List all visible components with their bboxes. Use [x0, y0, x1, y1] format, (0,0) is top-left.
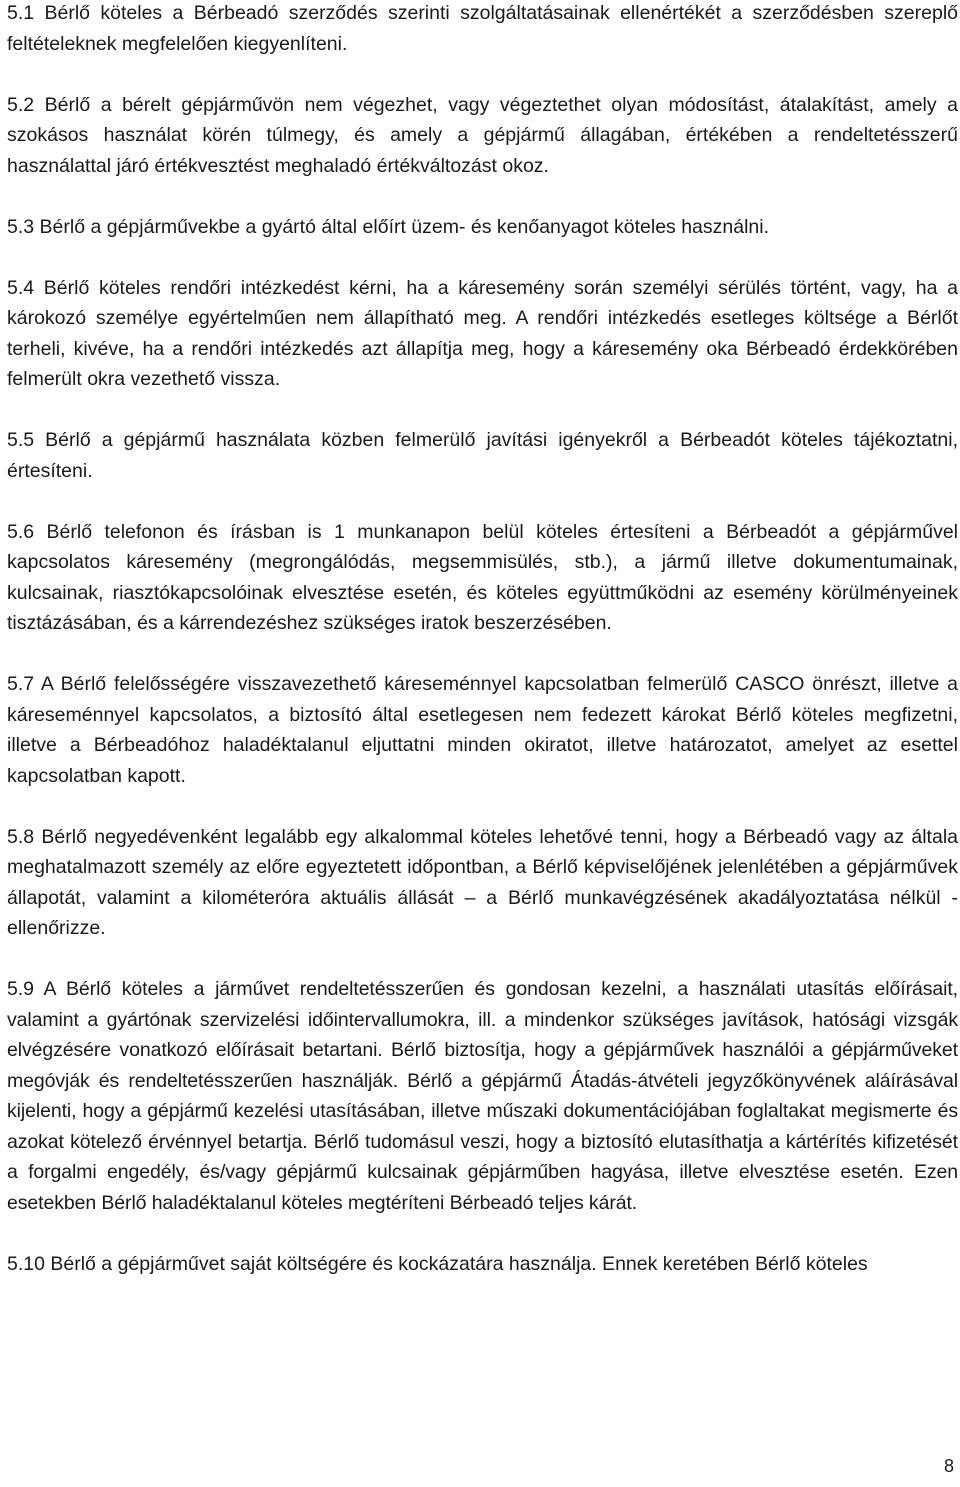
- paragraph-5-3: 5.3 Bérlő a gépjárművekbe a gyártó által előírt üzem- és kenőanyagot köteles használni.: [7, 215, 770, 238]
- paragraph-5-1: 5.1 Bérlő köteles a Bérbeadó szerződés szerinti szolgáltatásainak ellenértékét a szerződésben szereplő feltételeknek megfelelően kiegyenlíteni.: [7, 2, 958, 55]
- paragraph-5-4: 5.4 Bérlő köteles rendőri intézkedést kérni, ha a káresemény során személyi sérülés történt, vagy, ha a károkozó személye egyértelműen nem állapítható meg. A rendőri intézkedés esetleges költsége a Bérlőt terheli, kivéve, ha a rendőri intézkedés azt állapítja meg, hogy a káresemény oka Bérbeadó érdekkörében felmerült okra vezethető vissza.: [7, 276, 958, 390]
- paragraph-5-6: 5.6 Bérlő telefonon és írásban is 1 munkanapon belül köteles értesíteni a Bérbeadót a gépjárművel kapcsolatos káresemény (megrongálódás, megsemmisülés, stb.), a jármű illetve dokumentumainak, kulcsainak, riasztókapcsolóinak elvesztése esetén, és köteles együttműködni az esemény körülményeinek tisztázásában, és a kárrendezéshez szükséges iratok beszerzésében.: [7, 520, 958, 634]
- paragraph-gap: [7, 395, 958, 426]
- paragraph-gap: [7, 639, 958, 670]
- paragraph-5-2: 5.2 Bérlő a bérelt gépjárművön nem végezhet, vagy végeztethet olyan módosítást, átalakítást, amely a szokásos használat körén túlmegy, és amely a gépjármű állagában, értékében a rendeltetésszerű használattal járó értékvesztést meghaladó értékváltozást okoz.: [7, 93, 958, 177]
- page-number: 8: [943, 1456, 954, 1476]
- paragraph-gap: [7, 59, 958, 90]
- paragraph-gap: [7, 486, 958, 517]
- paragraph-5-10: 5.10 Bérlő a gépjárművet saját költségére és kockázatára használja. Ennek keretében Bérlő köteles: [7, 1252, 868, 1275]
- paragraph-gap: [7, 242, 958, 273]
- paragraph-gap: [7, 944, 958, 975]
- paragraph-5-8: 5.8 Bérlő negyedévenként legalább egy alkalommal köteles lehetővé tenni, hogy a Bérbeadó vagy az általa meghatalmazott személy az előre egyeztetett időpontban, a Bérlő képviselőjének jelenlétében a gépjárművek állapotát, valamint a kilométeróra aktuális állását – a Bérlő munkavégzésének akadályoztatása nélkül - ellenőrizze.: [7, 825, 958, 939]
- paragraph-gap: [7, 181, 958, 212]
- paragraph-5-7: 5.7 A Bérlő felelősségére visszavezethető káreseménnyel kapcsolatban felmerülő CASCO önrészt, illetve a káreseménnyel kapcsolatos, a biztosító által esetlegesen nem fedezett károkat Bérlő köteles megfizetni, illetve a Bérbeadóhoz haladéktalanul eljuttatni minden okiratot, illetve határozatot, amelyet az esettel kapcsolatban kapott.: [7, 673, 958, 787]
- document-page: [7, 0, 958, 1279]
- paragraph-gap: [7, 791, 958, 822]
- paragraph-5-9: 5.9 A Bérlő köteles a járművet rendeltetésszerűen és gondosan kezelni, a használati utasítás előírásait, valamint a gyártónak szervizelési időintervallumokra, ill. a mindenkor szükséges javítások, hatósági vizsgák elvégzésére vonatkozó előírásait betartani. Bérlő biztosítja, hogy a gépjárművek használói a gépjárműveket megóvják és rendeltetésszerűen használják. Bérlő a gépjármű Átadás-átvételi jegyzőkönyvének aláírásával kijelenti, hogy a gépjármű kezelési utasításában, illetve műszaki dokumentációjában foglaltakat megismerte és azokat kötelező érvénnyel betartja. Bérlő tudomásul veszi, hogy a biztosító elutasíthatja a kártérítés kifizetését a forgalmi engedély, és/vagy gépjármű kulcsainak gépjárműben hagyása, illetve elvesztése esetén. Ezen esetekben Bérlő haladéktalanul köteles megtéríteni Bérbeadó teljes kárát.: [7, 978, 958, 1214]
- paragraph-5-5: 5.5 Bérlő a gépjármű használata közben felmerülő javítási igényekről a Bérbeadót köteles tájékoztatni, értesíteni.: [7, 429, 958, 482]
- paragraph-gap: [7, 1218, 958, 1249]
